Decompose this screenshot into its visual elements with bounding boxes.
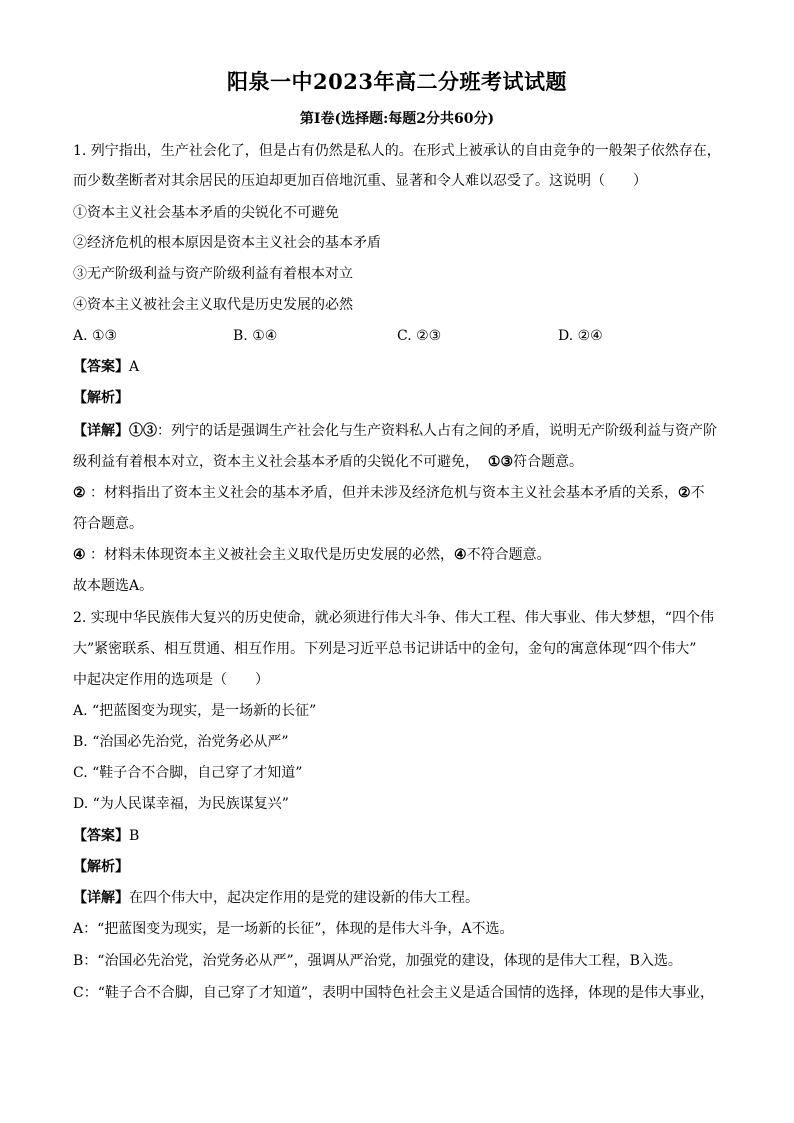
q1-item-2: ②经济危机的根本原因是资本主义社会的基本矛盾	[73, 235, 381, 251]
para-marker: ②	[678, 485, 691, 501]
q2-answer	[73, 826, 723, 846]
q1-option-d: D. ②④	[558, 328, 603, 344]
para-marker: ②	[73, 485, 86, 501]
detail-marker: ①③	[129, 423, 157, 439]
q2-option-c: C. “鞋子合不合脚，自己穿了才知道”	[73, 765, 303, 781]
q2-explain-a: A：“把蓝图变为现实，是一场新的长征”，体现的是伟大斗争，A不选。	[73, 921, 514, 937]
q2-option-b: B. “治国必先治党，治党务必从严”	[73, 734, 289, 750]
section-subtitle: 第Ⅰ卷(选择题:每题2分共60分)	[299, 111, 495, 127]
q1-item-1: ①资本主义社会基本矛盾的尖锐化不可避免	[73, 205, 339, 221]
detail-label: 【详解】	[73, 423, 129, 439]
detail-marker: ①③	[487, 454, 514, 470]
q1-conclusion: 故本题选A。	[73, 578, 154, 594]
q2-option-d: D. “为人民谋幸福，为民族谋复兴”	[73, 796, 289, 812]
q1-analysis-label: 【解析】	[73, 390, 129, 406]
q1-stem-line-1: 1. 列宁指出，生产社会化了，但是占有仍然是私人的。在形式上被承认的自由竞争的一般架子依然存在，	[73, 143, 721, 159]
q1-answer	[73, 357, 723, 377]
q1-option-b: B. ①④	[233, 328, 278, 344]
answer-value: A	[129, 359, 140, 375]
para-text: 不符合题意。	[466, 547, 551, 563]
q1-stem-line-2: 而少数垄断者对其余居民的压迫却更加百倍地沉重、显著和令人难以忍受了。这说明（ ）	[73, 173, 647, 189]
q1-para2-line-2: 符合题意。	[73, 516, 143, 532]
q1-para4	[73, 545, 723, 565]
q1-option-c: C. ②③	[397, 328, 442, 344]
answer-label: 【答案】	[73, 828, 129, 844]
answer-label: 【答案】	[73, 359, 129, 375]
q2-stem-line-2: 大”紧密联系、相互贯通、相互作用。下列是习近平总书记讲话中的金句，金句的寓意体现“四个伟大”	[73, 641, 697, 657]
q1-item-3: ③无产阶级利益与资产阶级利益有着根本对立	[73, 266, 353, 282]
q1-detail-line-1	[73, 421, 723, 441]
para-text: ：材料未体现资本主义被社会主义取代是历史发展的必然，	[90, 547, 455, 563]
q2-analysis-label: 【解析】	[73, 859, 129, 875]
para-marker: ④	[454, 547, 467, 563]
detail-text: 符合题意。	[513, 454, 584, 470]
q2-option-a: A. “把蓝图变为现实，是一场新的长征”	[73, 703, 317, 719]
q1-option-a: A. ①③	[73, 328, 118, 344]
detail-text: ：列宁的话是强调生产社会化与生产资料私人占有之间的矛盾，说明无产阶级利益与资产阶	[157, 423, 717, 439]
q2-explain-c: C：“鞋子合不合脚，自己穿了才知道”，表明中国特色社会主义是适合国情的选择，体现的是伟大事业，	[73, 985, 715, 1001]
detail-text: 在四个伟大中，起决定作用的是党的建设新的伟大工程。	[129, 890, 479, 906]
answer-value: B	[129, 828, 140, 844]
q2-detail	[73, 888, 723, 908]
q1-para2-line-1	[73, 483, 723, 503]
detail-label: 【详解】	[73, 890, 129, 906]
q2-stem-line-1: 2. 实现中华民族伟大复兴的历史使命，就必须进行伟大斗争、伟大工程、伟大事业、伟大梦想，“四个伟	[73, 610, 714, 626]
para-text: 不	[690, 485, 705, 501]
q2-explain-b: B：“治国必先治党，治党务必从严”，强调从严治党，加强党的建设，体现的是伟大工程，B入选。	[73, 953, 682, 969]
q1-item-4: ④资本主义被社会主义取代是历史发展的必然	[73, 297, 353, 313]
para-text: ：材料指出了资本主义社会的基本矛盾，但并未涉及经济危机与资本主义社会基本矛盾的关系，	[90, 485, 679, 501]
para-marker: ④	[73, 547, 86, 563]
detail-text: 级利益有着根本对立，资本主义社会基本矛盾的尖锐化不可避免，	[73, 454, 479, 470]
q2-stem-line-3: 中起决定作用的选项是（ ）	[73, 672, 269, 688]
q1-detail-line-2	[73, 452, 723, 472]
page-title: 阳泉一中2023年高二分班考试试题	[227, 69, 567, 94]
